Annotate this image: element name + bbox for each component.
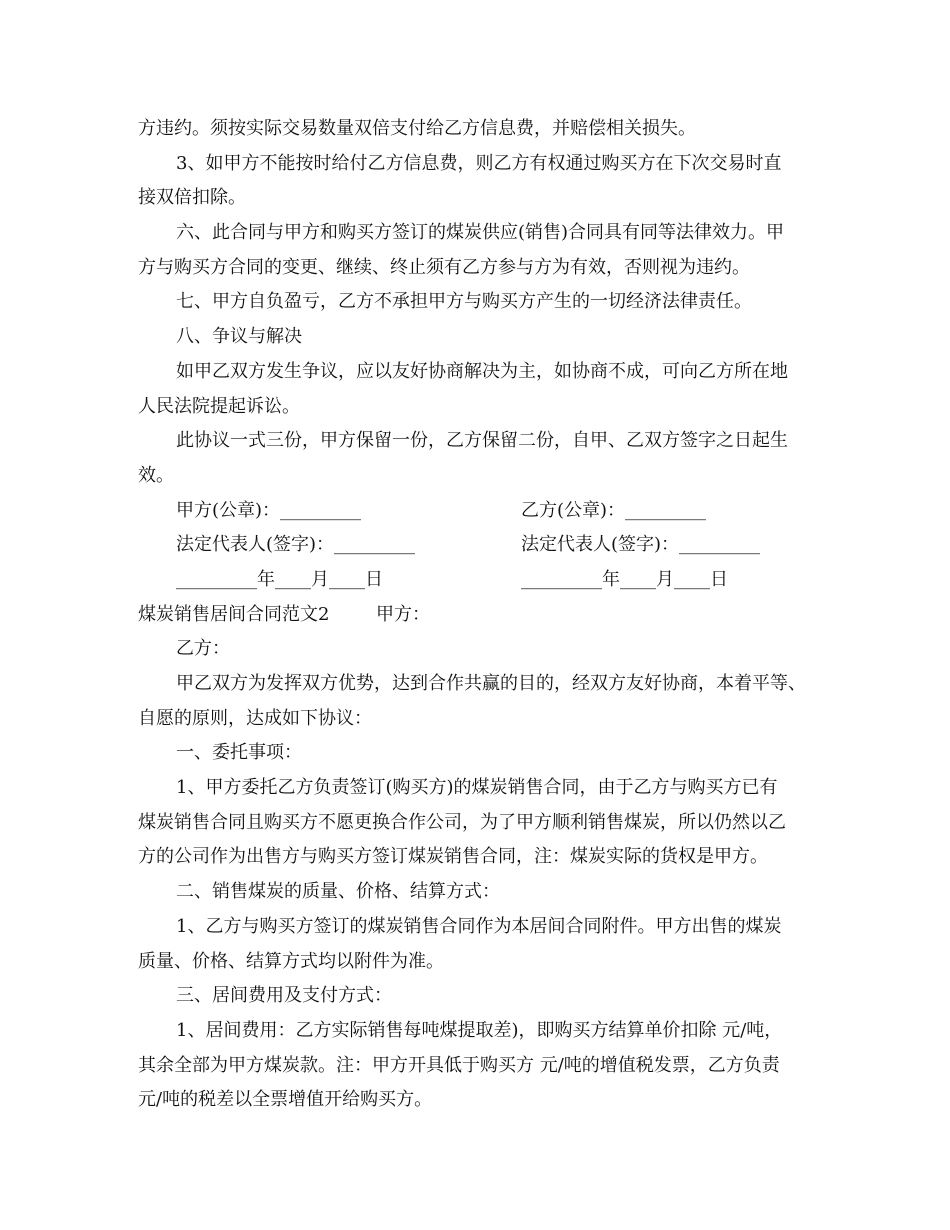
section-heading: 八、争议与解决 (176, 326, 302, 348)
signature-row-seal (138, 494, 818, 529)
text-line: 自愿的原则，达成如下协议： (138, 707, 372, 729)
text-line: 方的公司作为出售方与购买方签订煤炭销售合同，注：煤炭实际的货权是甲方。 (138, 846, 768, 868)
party-b-representative: 法定代表人(签字)：_________ (521, 534, 761, 556)
text-line: 元/吨的税差以全票增值开给购买方。 (138, 1089, 433, 1111)
section-heading: 二、销售煤炭的质量、价格、结算方式： (176, 881, 500, 903)
text-line: 六、此合同与甲方和购买方签订的煤炭供应(销售)合同具有同等法律效力。甲 (176, 222, 785, 244)
text-line: 1、甲方委托乙方负责签订(购买方)的煤炭销售合同，由于乙方与购买方已有 (176, 777, 778, 799)
party-a-date: _________年____月____日 (176, 568, 383, 590)
text-line: 方违约。须按实际交易数量双倍支付给乙方信息费，并赔偿相关损失。 (138, 118, 696, 139)
party-a-representative: 法定代表人(签字)：_________ (176, 534, 416, 556)
text-line: 质量、价格、结算方式均以附件为准。 (138, 950, 444, 972)
text-line: 其余全部为甲方煤炭款。注：甲方开具低于购买方 元/吨的增值税发票，乙方负责 (138, 1054, 780, 1076)
party-a-seal: 甲方(公章)：_________ (176, 499, 362, 521)
text-line: 如甲乙双方发生争议，应以友好协商解决为主，如协商不成，可向乙方所在地 (176, 360, 788, 382)
text-line: 人民法院提起诉讼。 (138, 395, 300, 417)
text-line: 方与购买方合同的变更、继续、终止须有乙方参与方为有效，否则视为违约。 (138, 256, 750, 278)
party-b-seal: 乙方(公章)：_________ (521, 499, 707, 521)
document-page (138, 112, 818, 1118)
text-line: 效。 (138, 464, 174, 486)
text-line: 煤炭销售合同且购买方不愿更换合作公司，为了甲方顺利销售煤炭，所以仍然以乙 (138, 811, 786, 833)
text-line: 七、甲方自负盈亏，乙方不承担甲方与购买方产生的一切经济法律责任。 (176, 291, 752, 313)
section-heading: 一、委托事项： (176, 742, 302, 764)
text-line: 甲乙双方为发挥双方优势，达到合作共赢的目的，经双方友好协商，本着平等、 (176, 673, 806, 694)
text-line: 1、居间费用：乙方实际销售每吨煤提取差)，即购买方结算单价扣除 元/吨， (176, 1019, 783, 1041)
text-line: 1、乙方与购买方签订的煤炭销售合同作为本居间合同附件。甲方出售的煤炭 (176, 915, 782, 937)
text-line: 此协议一式三份，甲方保留一份，乙方保留二份，自甲、乙双方签字之日起生 (176, 430, 788, 452)
signature-row-date (138, 563, 818, 598)
signature-row-rep (138, 528, 818, 563)
second-party-a-label: 甲方： (376, 603, 430, 625)
second-contract-title-row (138, 598, 818, 633)
section-heading: 三、居间费用及支付方式： (176, 985, 392, 1007)
text-line: 3、如甲方不能按时给付乙方信息费，则乙方有权通过购买方在下次交易时直 (176, 152, 782, 174)
party-b-date: _________年____月____日 (521, 568, 728, 590)
text-line: 接双倍扣除。 (138, 187, 246, 209)
second-contract-title: 煤炭销售居间合同范文2 (138, 603, 330, 625)
party-b-label: 乙方： (176, 638, 230, 660)
